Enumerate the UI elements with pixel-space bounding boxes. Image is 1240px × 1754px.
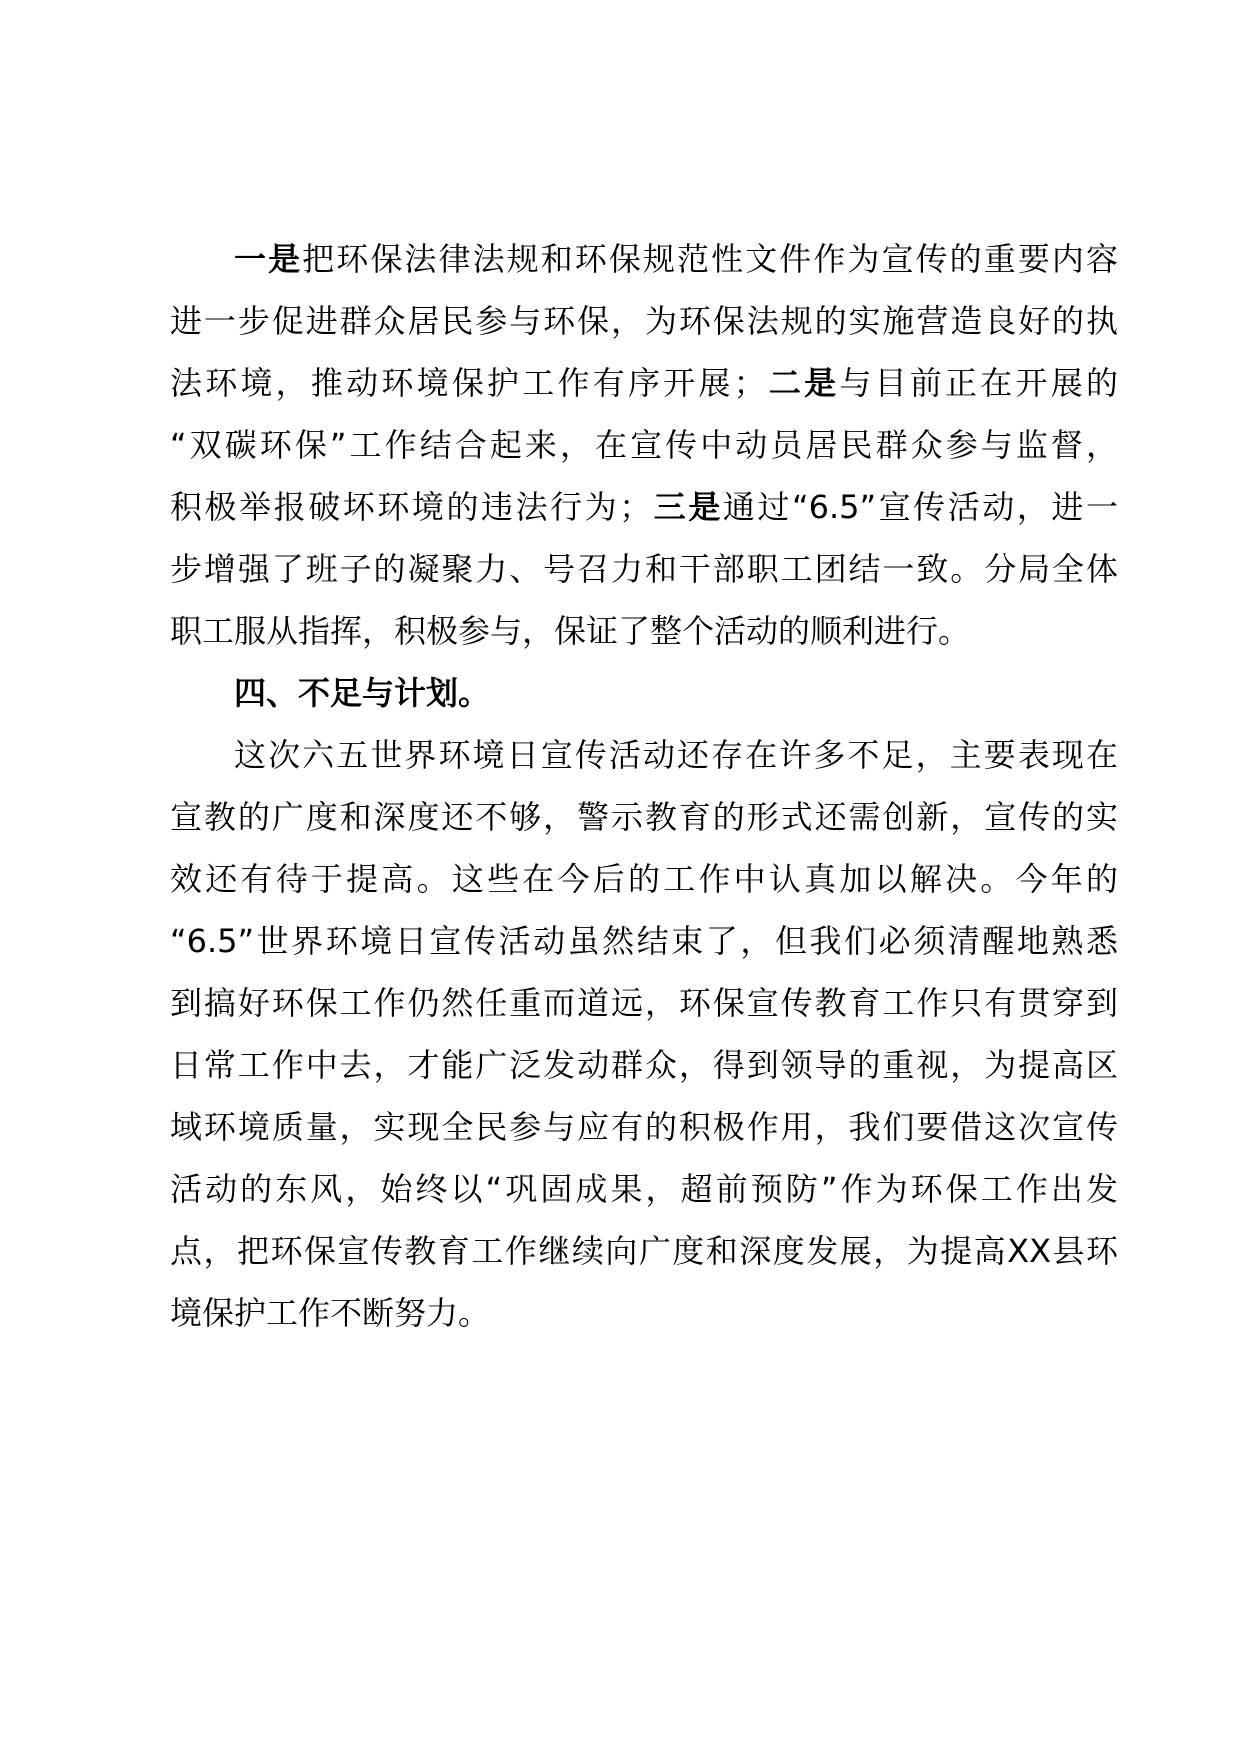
paragraph1-line5-text-b: 通过“6.5”宣传活动，进一 — [722, 488, 1118, 526]
paragraph2-line4: “6.5”世界环境日宣传活动虽然结束了，但我们必须清醒地熟悉 — [170, 922, 1118, 960]
paragraph1-line5 — [170, 476, 1118, 538]
paragraph1-line3-text-b: 与目前正在开展的 — [839, 364, 1118, 402]
paragraph1-line5-text-a: 积极举报破坏环境的违法行为； — [170, 488, 652, 526]
paragraph2-line1: 这次六五世界环境日宣传活动还存在许多不足，主要表现在 — [234, 736, 1118, 774]
paragraph1-line1-text: 把环保法律法规和环保规范性文件作为宣传的重要内容 — [302, 240, 1118, 278]
bold-marker-three: 三是 — [651, 488, 723, 526]
paragraph1-line1 — [170, 228, 1118, 290]
paragraph1-line2: 进一步促进群众居民参与环保，为环保法规的实施营造良好的执 — [170, 302, 1118, 340]
paragraph1-line7: 职工服从指挥，积极参与，保证了整个活动的顺利进行。 — [170, 612, 971, 650]
paragraph2-line9: 点，把环保宣传教育工作继续向广度和深度发展，为提高XX县环 — [170, 1232, 1118, 1270]
paragraph1-line3 — [170, 352, 1118, 414]
paragraph2-line6: 日常工作中去，才能广泛发动群众，得到领导的重视，为提高区 — [170, 1046, 1118, 1084]
section-heading-text: 四、不足与计划。 — [234, 674, 491, 712]
paragraph2-line2: 宣教的广度和深度还不够，警示教育的形式还需创新，宣传的实 — [170, 798, 1118, 836]
paragraph2-line7: 域环境质量，实现全民参与应有的积极作用，我们要借这次宣传 — [170, 1108, 1118, 1146]
paragraph1-line6: 步增强了班子的凝聚力、号召力和干部职工团结一致。分局全体 — [170, 550, 1118, 588]
paragraph1-line3-text-a: 法环境，推动环境保护工作有序开展； — [170, 364, 766, 402]
paragraph2-line10: 境保护工作不断努力。 — [170, 1294, 491, 1332]
paragraph2-line3: 效还有待于提高。这些在今后的工作中认真加以解决。今年的 — [170, 860, 1118, 898]
paragraph2-line5: 到搞好环保工作仍然任重而道远，环保宣传教育工作只有贯穿到 — [170, 984, 1118, 1022]
paragraph1-line4: “双碳环保”工作结合起来，在宣传中动员居民群众参与监督， — [170, 426, 1118, 464]
bold-marker-two: 二是 — [765, 364, 840, 402]
section-heading — [170, 662, 1118, 724]
bold-marker-one: 一是 — [234, 240, 303, 278]
paragraph2-line8: 活动的东风，始终以“巩固成果，超前预防”作为环保工作出发 — [170, 1170, 1118, 1208]
document-page — [170, 228, 1118, 1344]
